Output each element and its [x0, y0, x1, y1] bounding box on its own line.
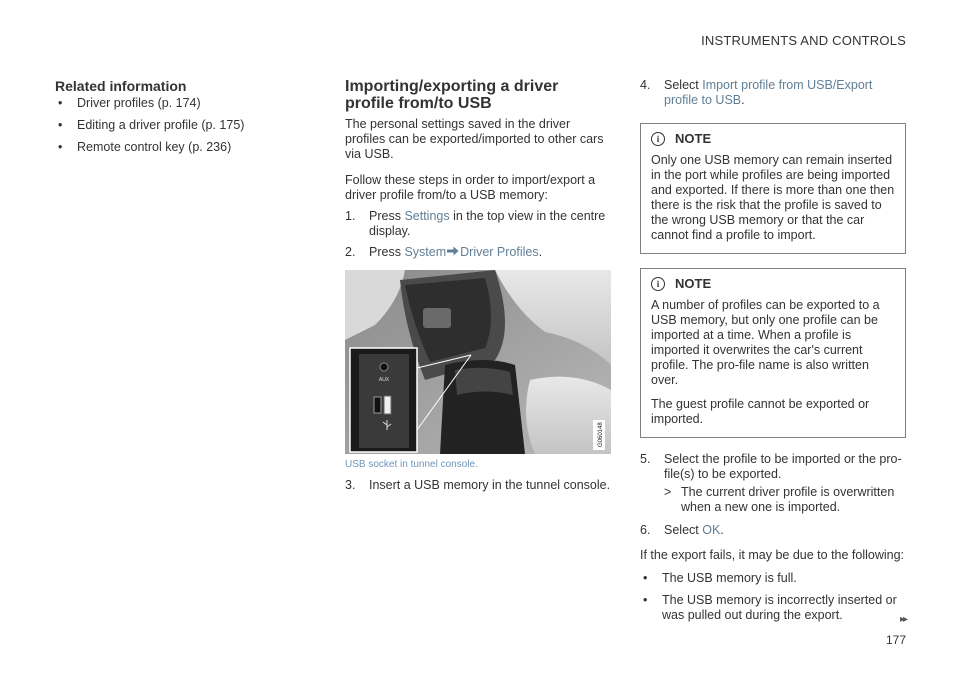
import-export-menu-label: Import profile from USB/Export profile to USB: [664, 78, 873, 107]
list-item: • The USB memory is full.: [640, 571, 906, 586]
figure-code: G060148: [598, 422, 604, 447]
continue-mark: ▸▸: [899, 614, 906, 625]
related-link[interactable]: • Editing a driver profile (p. 175): [55, 118, 305, 133]
article-column: [345, 78, 611, 493]
note-title: NOTE: [675, 276, 712, 291]
right-column: [640, 78, 906, 630]
note-box-1: [640, 123, 906, 254]
info-icon: i: [651, 132, 665, 146]
aux-label: AUX: [378, 377, 390, 383]
fail-list: [640, 571, 906, 623]
driver-profiles-menu-label: Driver Profiles: [460, 245, 539, 259]
list-item: • The USB memory is incorrectly inserted or was pulled out during the export.: [640, 593, 906, 623]
step-5: 5. Select the profile to be imported or the pro-file(s) to be exported.: [640, 452, 902, 481]
article-lead: The personal settings saved in the driver profiles can be exported/imported to other cars via USB.: [345, 117, 604, 161]
step-5-result: > The current driver profile is overwritten when a new one is imported.: [664, 485, 895, 514]
page-number: 177: [885, 633, 906, 647]
step-6: 6. Select OK.: [640, 523, 724, 537]
note-text: Only one USB memory can remain inserted in the port while profiles are being imported and exported. If there is more than one then there is the risk that the profile is saved to the wrong USB memory or that the car cannot find a profile to import.: [651, 153, 895, 242]
note-text: A number of profiles can be exported to a USB memory, but only one profile can be imported at a time. When a profile is imported it overwrites the car's current profile. The pro-file name is also written over.: [651, 298, 880, 387]
related-link[interactable]: • Driver profiles (p. 174): [55, 96, 305, 111]
note-title: NOTE: [675, 131, 712, 146]
info-icon: i: [651, 277, 665, 291]
related-list: [55, 96, 305, 155]
article-intro: Follow these steps in order to import/export a driver profile from/to a USB memory:: [345, 173, 596, 202]
fail-intro: If the export fails, it may be due to the following:: [640, 548, 905, 562]
related-link[interactable]: • Remote control key (p. 236): [55, 140, 305, 155]
step-4: 4. Select Import profile from USB/Export profile to USB.: [640, 78, 873, 107]
step-1: 1. Press Settings in the top view in the centre display.: [345, 209, 606, 238]
arrow-right-icon: [447, 245, 459, 260]
usb-socket-figure: [345, 270, 611, 454]
related-title: Related information: [55, 78, 187, 94]
article-title: Importing/exporting a driver profile from/to USB: [345, 78, 559, 112]
note-box-2: [640, 268, 906, 438]
step-3: 3. Insert a USB memory in the tunnel console.: [345, 478, 611, 492]
system-menu-label: System: [404, 245, 447, 259]
page-header: INSTRUMENTS AND CONTROLS: [701, 33, 906, 48]
note-text: The guest profile cannot be exported or imported.: [651, 397, 870, 426]
figure-caption: USB socket in tunnel console.: [345, 459, 478, 470]
settings-menu-label: Settings: [404, 209, 450, 223]
step-2: 2. Press System Driver Profiles.: [345, 245, 543, 259]
related-information: [55, 78, 305, 162]
ok-label: OK: [702, 523, 721, 537]
